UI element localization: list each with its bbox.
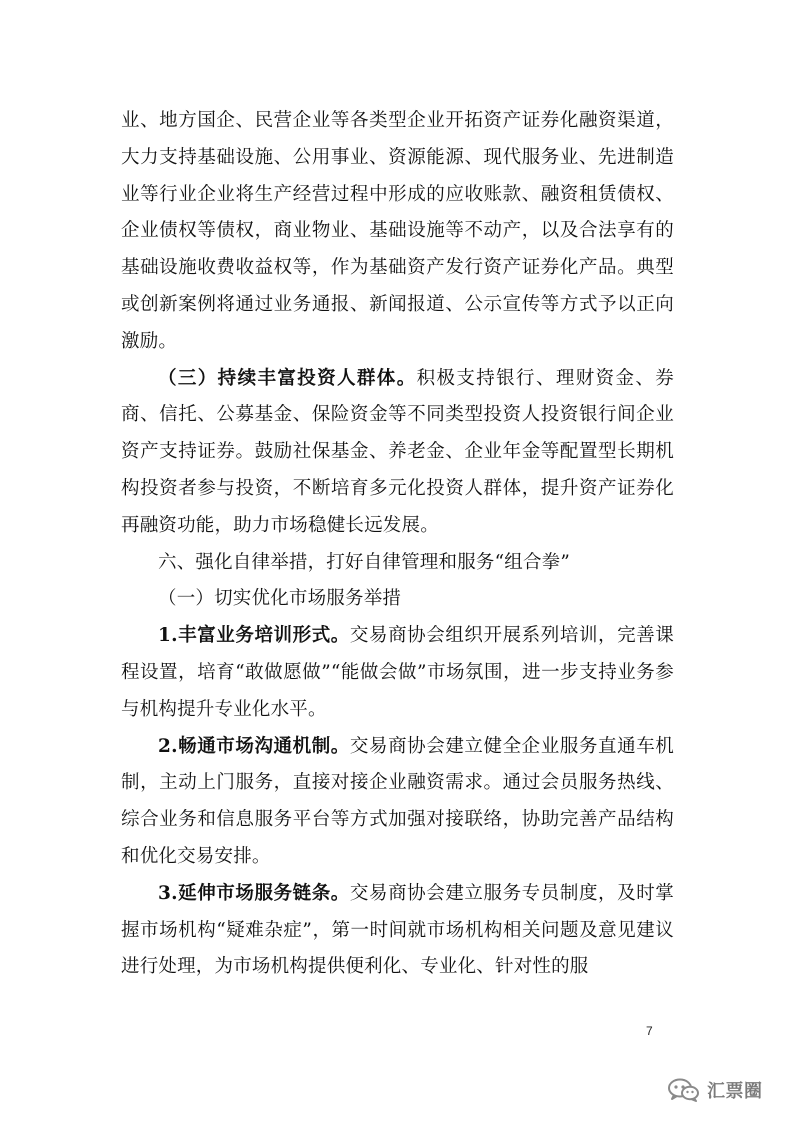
section-heading-6: 六、强化自律举措，打好自律管理和服务“组合拳” (158, 551, 571, 573)
paragraph-investor-groups (121, 361, 674, 545)
paragraph-bold-lead: 2.畅通市场沟通机制。 (158, 735, 350, 757)
paragraph-text: 交易商协会建立健全企业服务直通车机制，主动上门服务，直接对接企业融资需求。通过会员服务热线、综合业务和信息服务平台等方式加强对接联络，协助完善产品结构和优化交易安排。 (121, 735, 674, 867)
document-body (121, 103, 674, 986)
paragraph-communication (121, 729, 674, 876)
paragraph-bold-lead: 3.延伸市场服务链条。 (158, 882, 350, 904)
paragraph-text: 交易商协会组织开展系列培训，完善课程设置，培育“敢做愿做”“能做会做”市场氛围，进一步支持业务参与机构提升专业化水平。 (121, 625, 674, 720)
subsection-heading-1: （一）切实优化市场服务举措 (158, 588, 402, 610)
watermark-text: 汇票圈 (707, 1081, 763, 1102)
paragraph-service-chain (121, 876, 674, 986)
paragraph-text: 积极支持银行、理财资金、券商、信托、公募基金、保险资金等不同类型投资人投资银行间企业资产支持证券。鼓励社保基金、养老金、企业年金等配置型长期机构投资者参与投资，不断培育多元化投资人群体，提升资产证券化再融资功能，助力市场稳健长远发展。 (121, 367, 674, 536)
wechat-icon (667, 1078, 701, 1102)
watermark (667, 1077, 763, 1103)
paragraph-text: 交易商协会建立服务专员制度，及时掌握市场机构“疑难杂症”，第一时间就市场机构相关问题及意见建议进行处理，为市场机构提供便利化、专业化、针对性的服 (121, 882, 674, 978)
paragraph-text: 业、地方国企、民营企业等各类型企业开拓资产证券化融资渠道，大力支持基础设施、公用事业、资源能源、现代服务业、先进制造业等行业企业将生产经营过程中形成的应收账款、融资租赁债权、企业债权等债权，商业物业、基础设施等不动产，以及合法享有的基础设施收费收益权等，作为基础资产发行资产证券化产品。典型或创新案例将通过业务通报、新闻报道、公示宣传等方式予以正向激励。 (121, 110, 674, 352)
paragraph-bold-lead: （三）持续丰富投资人群体。 (158, 367, 417, 389)
paragraph-bold-lead: 1.丰富业务培训形式。 (158, 625, 350, 647)
paragraph-continued (121, 103, 674, 361)
paragraph-training (121, 618, 674, 728)
page-number: 7 (646, 1024, 653, 1038)
